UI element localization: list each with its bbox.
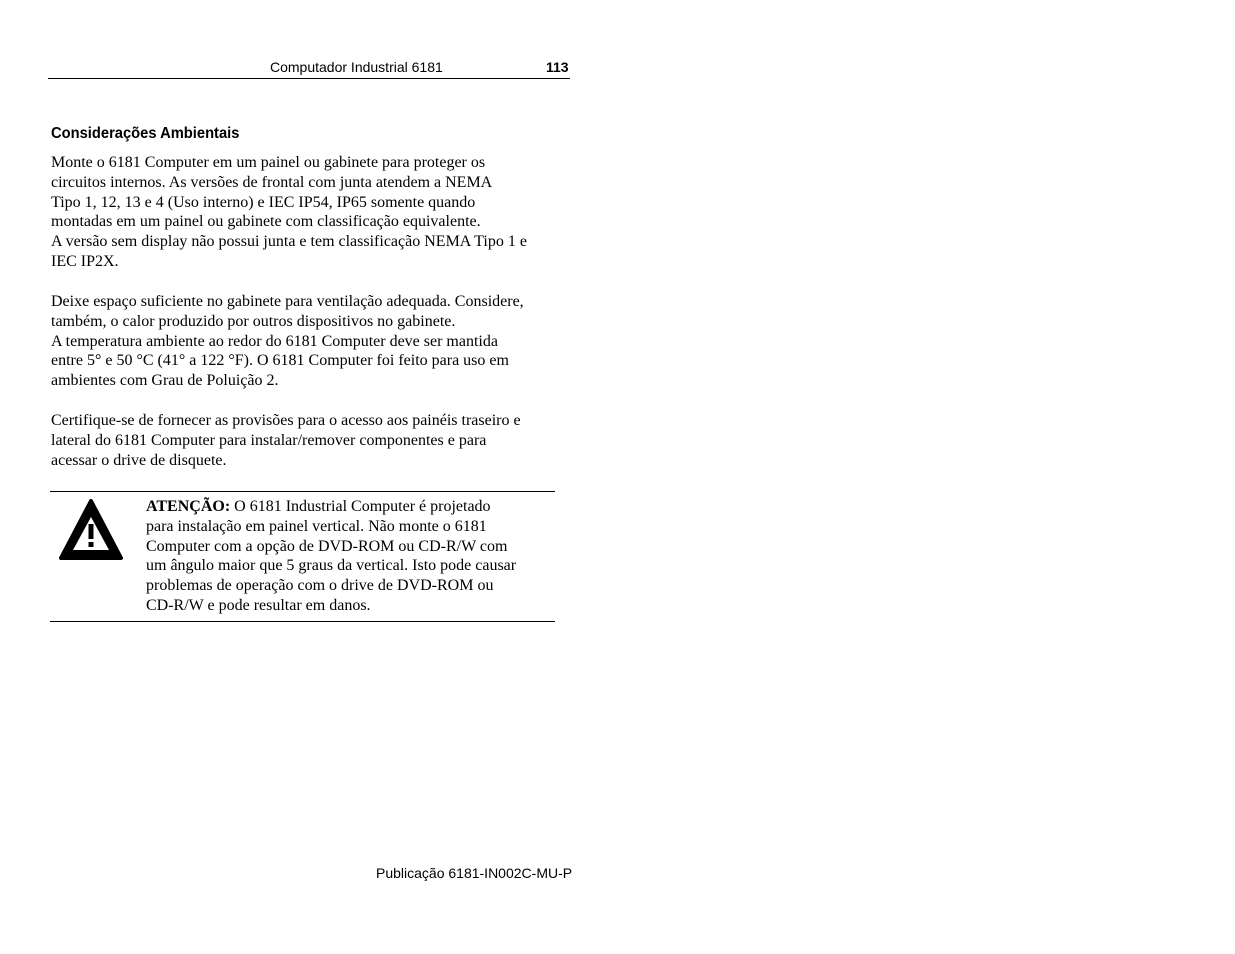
attention-line: para instalação em painel vertical. Não monte o 6181 — [146, 517, 487, 535]
paragraph-line: A temperatura ambiente ao redor do 6181 Computer deve ser mantida — [51, 332, 498, 350]
paragraph-line: A versão sem display não possui junta e tem classificação NEMA Tipo 1 e — [51, 233, 527, 251]
attention-line: CD-R/W e pode resultar em danos. — [146, 596, 371, 614]
paragraph-line: também, o calor produzido por outros dispositivos no gabinete. — [51, 312, 456, 330]
attention-text — [146, 497, 551, 616]
paragraph-access — [51, 411, 571, 470]
section-heading: Considerações Ambientais — [51, 125, 240, 142]
attention-line — [146, 497, 551, 517]
attention-notice — [50, 491, 555, 622]
paragraph-line: Monte o 6181 Computer em um painel ou gabinete para proteger os — [51, 154, 486, 171]
page-number: 113 — [546, 59, 569, 75]
attention-label: ATENÇÃO: — [146, 498, 231, 515]
paragraph-line: lateral do 6181 Computer para instalar/remover componentes e para — [51, 431, 487, 449]
paragraph-ventilation — [51, 292, 571, 391]
paragraph-line: acessar o drive de disquete. — [51, 451, 227, 469]
attention-line: Computer com a opção de DVD-ROM ou CD-R/W com — [146, 537, 508, 555]
publication-number: Publicação 6181-IN002C-MU-P — [376, 865, 573, 881]
paragraph-line: ambientes com Grau de Poluição 2. — [51, 372, 279, 390]
paragraph-line: circuitos internos. As versões de frontal com junta atendem a NEMA — [51, 173, 493, 191]
paragraph-line: Certifique-se de fornecer as provisões para o acesso aos painéis traseiro e — [51, 412, 521, 429]
paragraph-mounting — [51, 153, 571, 272]
attention-line-text: O 6181 Industrial Computer é projetado — [230, 498, 491, 515]
paragraph-line: Tipo 1, 12, 13 e 4 (Uso interno) e IEC IP54, IP65 somente quando — [51, 193, 476, 211]
paragraph-line: IEC IP2X. — [51, 252, 119, 270]
paragraph-line: entre 5° e 50 °C (41° a 122 °F). O 6181 Computer foi feito para uso em — [51, 352, 509, 370]
warning-triangle-icon — [58, 497, 124, 561]
paragraph-line: Deixe espaço suficiente no gabinete para ventilação adequada. Considere, — [51, 293, 524, 310]
header-rule — [48, 78, 570, 79]
running-header-title: Computador Industrial 6181 — [270, 59, 443, 75]
attention-line: um ângulo maior que 5 graus da vertical. Isto pode causar — [146, 557, 517, 575]
paragraph-line: montadas em um painel ou gabinete com classificação equivalente. — [51, 213, 481, 231]
attention-line: problemas de operação com o drive de DVD-ROM ou — [146, 577, 494, 595]
